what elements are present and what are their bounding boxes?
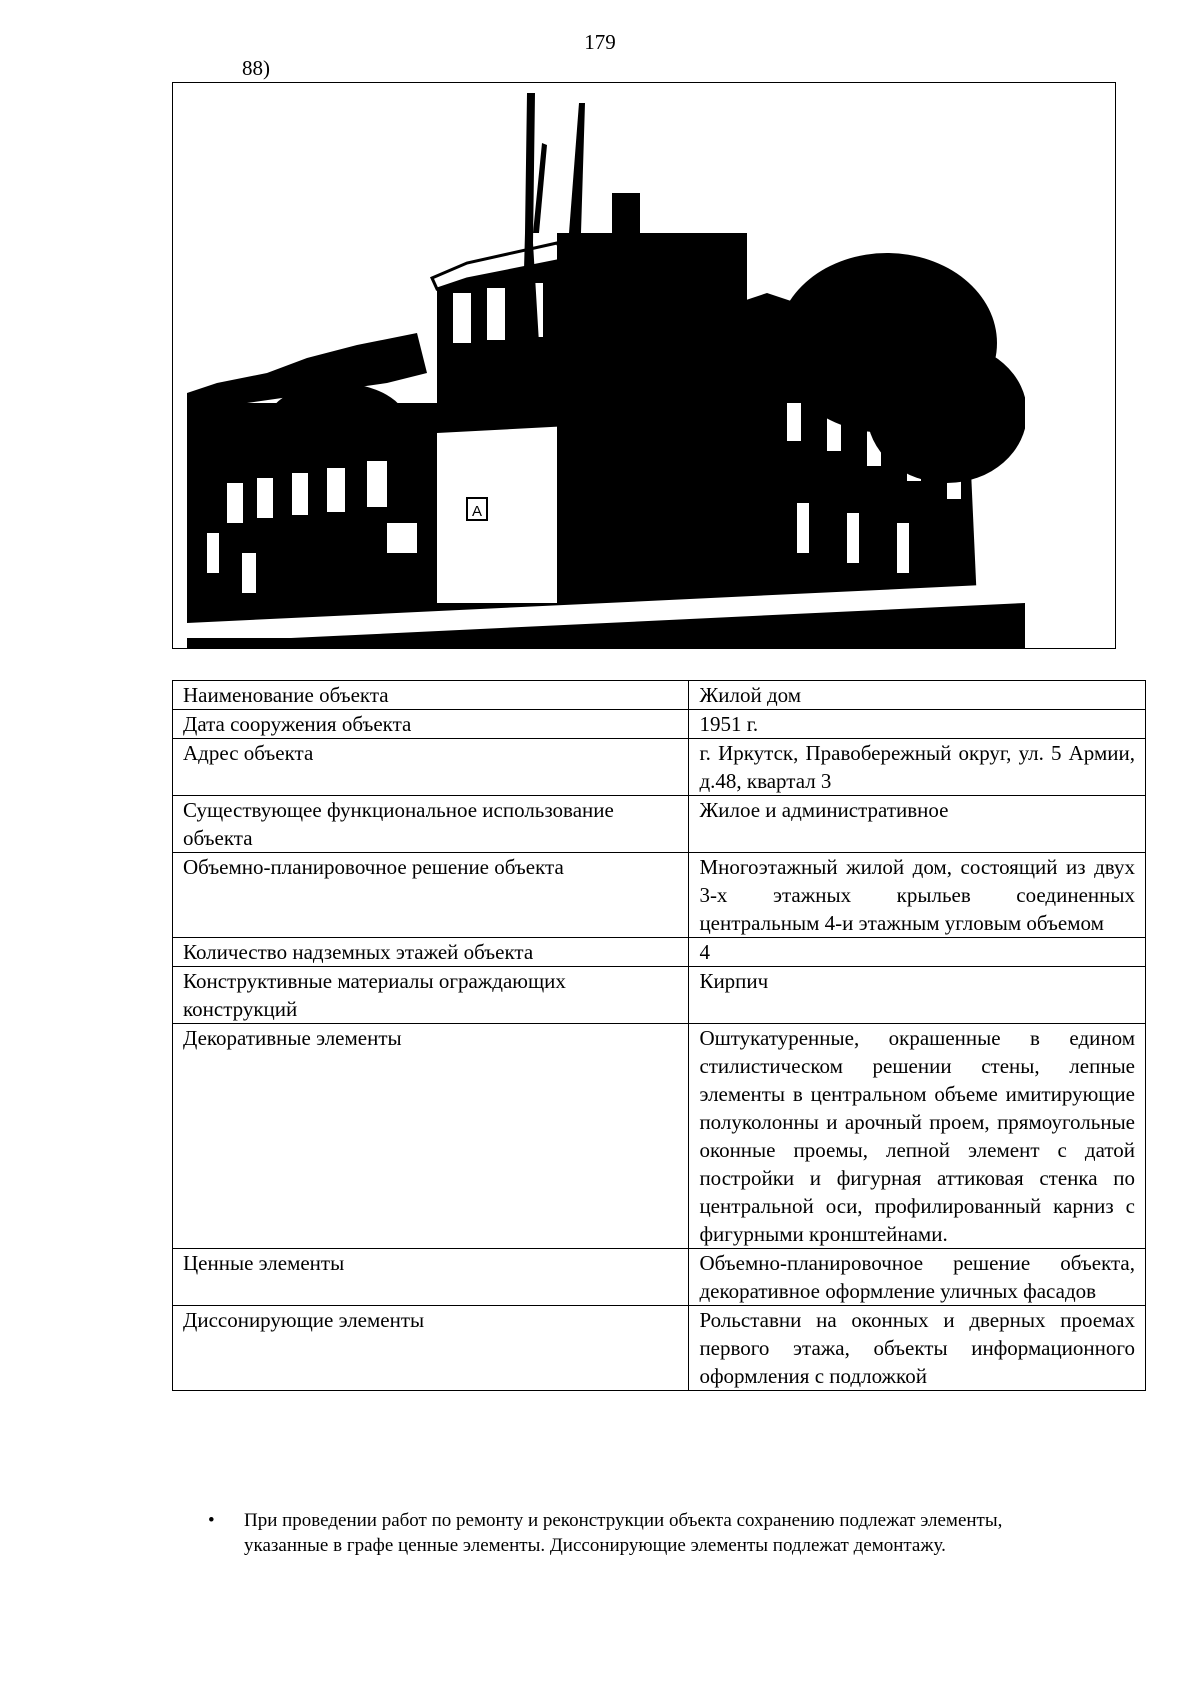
row-label: Существующее функциональное использование объекта — [173, 796, 689, 853]
street-sign-letter: A — [471, 503, 483, 520]
row-label: Ценные элементы — [173, 1249, 689, 1306]
table-row — [173, 796, 1146, 853]
row-value: Оштукатуренные, окрашенные в едином стилистическом решении стены, лепные элементы в центральном объеме имитирующие полуколонны и арочный проем, прямоугольные оконные проемы, лепной элемент с датой постройки и фигурная аттиковая стенка по центральной оси, профилированный карниз с фигурными кронштейнами. — [689, 1024, 1146, 1249]
row-label: Количество надземных этажей объекта — [173, 938, 689, 967]
note-text: При проведении работ по ремонту и реконструкции объекта сохранению подлежат элементы, указанные в графе ценные элементы. Диссонирующие элементы подлежат демонтажу. — [244, 1510, 1003, 1556]
row-value: Рольставни на оконных и дверных проемах первого этажа, объекты информационного оформления с подложкой — [689, 1306, 1146, 1391]
table-row — [173, 1024, 1146, 1249]
table-row — [173, 1249, 1146, 1306]
object-info-table — [172, 680, 1146, 1391]
table-row — [173, 739, 1146, 796]
row-value: Жилое и административное — [689, 796, 1146, 853]
row-value: Объемно-планировочное решение объекта, декоративное оформление уличных фасадов — [689, 1249, 1146, 1306]
bullet-marker: • — [208, 1510, 215, 1531]
table-row — [173, 967, 1146, 1024]
page-number: 179 — [584, 30, 616, 54]
row-value: Многоэтажный жилой дом, состоящий из двух 3-х этажных крыльев соединенных центральным 4-и этажным угловым объемом — [689, 853, 1146, 938]
row-label: Адрес объекта — [173, 739, 689, 796]
preservation-note — [208, 1508, 1088, 1558]
item-number: 88) — [242, 56, 270, 80]
row-label: Декоративные элементы — [173, 1024, 689, 1249]
row-label: Дата сооружения объекта — [173, 710, 689, 739]
building-photo-frame — [172, 82, 1116, 649]
row-label: Конструктивные материалы ограждающих конструкций — [173, 967, 689, 1024]
row-value: Кирпич — [689, 967, 1146, 1024]
row-label: Диссонирующие элементы — [173, 1306, 689, 1391]
table-row — [173, 710, 1146, 739]
row-label: Объемно-планировочное решение объекта — [173, 853, 689, 938]
row-value: 1951 г. — [689, 710, 1146, 739]
table-row — [173, 681, 1146, 710]
table-row — [173, 938, 1146, 967]
row-value: г. Иркутск, Правобережный округ, ул. 5 Армии, д.48, квартал 3 — [689, 739, 1146, 796]
building-photo — [187, 83, 1025, 649]
table-row — [173, 853, 1146, 938]
table-row — [173, 1306, 1146, 1391]
row-label: Наименование объекта — [173, 681, 689, 710]
row-value: 4 — [689, 938, 1146, 967]
row-value: Жилой дом — [689, 681, 1146, 710]
